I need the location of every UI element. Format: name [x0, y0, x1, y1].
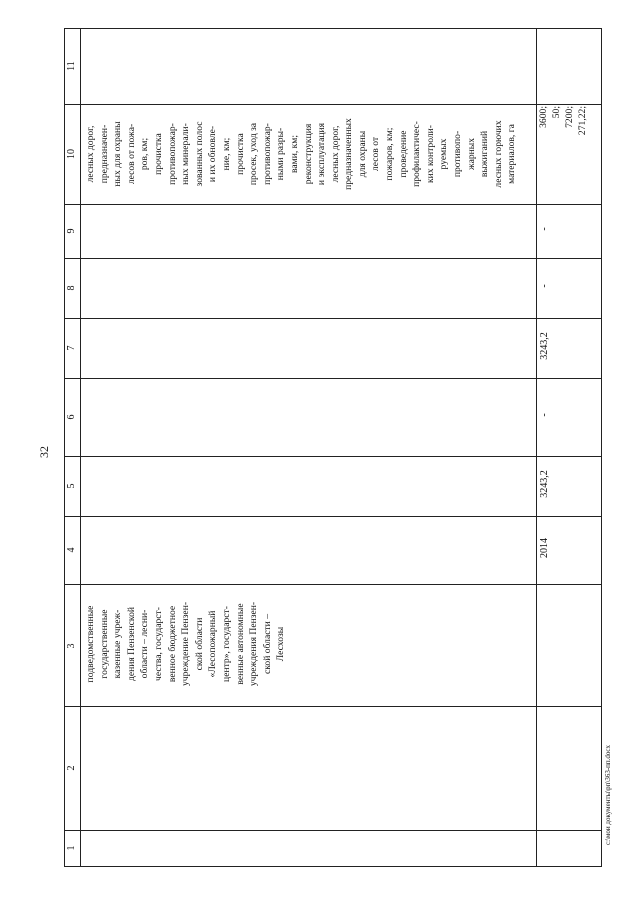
col-number-7: 7 — [66, 345, 77, 351]
col-divider-4-3 — [64, 584, 602, 585]
col-number-9: 9 — [66, 228, 77, 234]
col8-value: - — [539, 284, 550, 288]
col-divider-7-6 — [64, 378, 602, 379]
year-value: 2014 — [539, 538, 550, 558]
col-number-6: 6 — [66, 414, 77, 420]
col6-value: - — [539, 413, 550, 417]
col-number-8: 8 — [66, 285, 77, 291]
col-divider-11-10 — [64, 104, 602, 105]
col-divider-3-2 — [64, 706, 602, 707]
col-number-11: 11 — [66, 61, 77, 71]
col-number-10: 10 — [66, 149, 77, 159]
col-divider-9-8 — [64, 258, 602, 259]
col-divider-6-5 — [64, 456, 602, 457]
col7-value: 3243,2 — [539, 332, 550, 360]
table-border-bottom — [64, 866, 602, 867]
col-number-5: 5 — [66, 483, 77, 489]
col-number-2: 2 — [66, 765, 77, 771]
table-border-right — [601, 28, 602, 866]
col-divider-8-7 — [64, 318, 602, 319]
col-number-4: 4 — [66, 547, 77, 553]
col-number-1: 1 — [66, 845, 77, 851]
table-border-top — [64, 28, 602, 29]
footer-file-path: c:\мои документы\рп\363-пп.docx — [604, 744, 612, 846]
col-divider-5-4 — [64, 516, 602, 517]
col5-value: 3243,2 — [539, 470, 550, 498]
col10-values: 3600; 50; 7200; 271,22; — [538, 106, 588, 136]
col3-institutions-text: подведомственные государственные казенные учреж- дения Пензенской области – лесни- чества, государст- венное бюджетное учреждение Пензен- ской области «Лесопожарный центр», государст- венные автономные учреждения Пензен- ской области – Лесхозы — [85, 601, 287, 687]
col10-activities-text: лесных дорог, предназначен- ных для охраны лесов от пожа- ров, км; прочистка противопожар- ных минерали- зованных полос и их обновле- ние, км; прочистка просек, уход за противопожар- ными разры- вами, км; реконструкция и эксплуатация лесных дорог, предназначенных для охраны лесов от пожаров, км; проведение профилактичес- ких контроли- руемых противопо- жарных выжиганий лесных горючих материалов, га — [85, 118, 518, 190]
col-divider-10-9 — [64, 204, 602, 205]
col-divider-2-1 — [64, 830, 602, 831]
col9-value: - — [539, 227, 550, 231]
col-number-3: 3 — [66, 643, 77, 649]
page-number: 32 — [37, 446, 51, 458]
